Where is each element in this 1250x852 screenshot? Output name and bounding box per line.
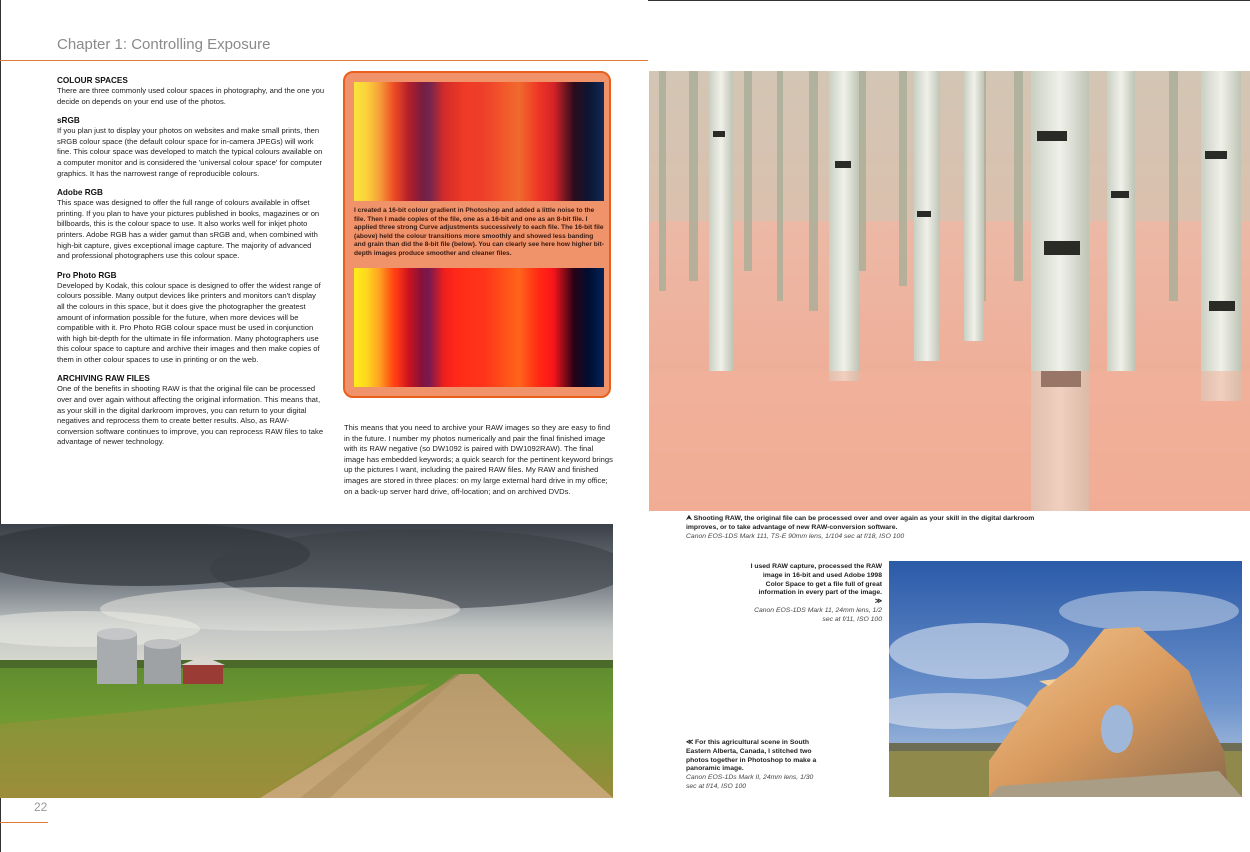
farm-caption-tech: Canon EOS-1Ds Mark II, 24mm lens, 1/30 sec at f/14, ISO 100 (686, 774, 814, 790)
body-srgb: If you plan just to display your photos on websites and make small prints, then sRGB colour space (the default colour space for in-camera JPEGs) will work fine. This colour space was developed to match the typical colours available on a computer monitor and is considered the 'universal colour space' for computer graphics. It has the narrowest range of reproducible colours. (57, 126, 323, 178)
heading-adobe-rgb: Adobe RGB (57, 188, 103, 198)
heading-srgb: sRGB (57, 116, 80, 126)
caption-arrow-up-icon: ⮝ (686, 515, 692, 522)
caption-arrow-left-icon: ≪ (686, 739, 694, 746)
page-number: 22 (34, 800, 48, 814)
forest-caption-tech: Canon EOS-1DS Mark 111, TS-E 90mm lens, 1/104 sec at f/18, ISO 100 (686, 532, 905, 540)
left-text-column (57, 75, 325, 456)
body-adobe-rgb: This space was designed to offer the full range of colours available in offset printing. If you plan to have your pictures published in books, magazines or on billboards, this is the colour space to use. It also works well for inkjet photo printers. Adobe RGB has a wider gamut than sRGB and, when combined with high-bit capture, gives exceptional image capture. The majority of advanced and professional photographers use this colour space. (57, 198, 320, 261)
aspen-forest-photo (649, 71, 1250, 511)
body-colour-spaces: There are three commonly used colour spaces in photography, and the one you decide on depends on your end use of the photos. (57, 86, 325, 106)
chapter-title: Chapter 1: Controlling Exposure (57, 36, 271, 53)
caption-arrow-right-icon: ≫ (874, 598, 882, 606)
forest-caption-text: Shooting RAW, the original file can be processed over and over again as your skill in the digital darkroom improves, or to take advantage of new RAW-conversion software. (686, 515, 1035, 531)
farm-photo-caption (686, 739, 821, 792)
heading-pro-photo-rgb: Pro Photo RGB (57, 270, 117, 280)
forest-photo-caption (686, 515, 1066, 541)
gradient-panel-caption: I created a 16-bit colour gradient in Photoshop and added a little noise to the file. Then I made copies of the file, one as a 16-bit and one as an 8-bit file. I applied three strong Curve adjustments successively to each file. The 16-bit file (above) held the colour transitions more smoothly and showed less banding and grain than did the 8-bit file (below). You can clearly see here how higher bit-depth images produce smoother and cleaner files. (354, 207, 604, 257)
chapter-rule (0, 60, 648, 61)
farm-caption-text: For this agricultural scene in South Eastern Alberta, Canada, I stitched two photos together in Photoshop to make a panoramic image. (686, 739, 817, 773)
page-number-rule (0, 822, 48, 823)
rock-photo-caption (750, 563, 882, 625)
gradient-16bit (354, 82, 604, 201)
right-page-top-edge (648, 0, 1250, 1)
gradient-8bit (354, 268, 604, 387)
prairie-road-photo (0, 524, 613, 798)
heading-archiving: ARCHIVING RAW FILES (57, 374, 150, 384)
body-pro-photo-rgb: Developed by Kodak, this colour space is designed to offer the widest range of colours possible. Many output devices like printers and monitors can't display all the colours in this space, but it does give the photographer the greatest amount of information possible for the future, when more devices will be compatible with it. Pro Photo RGB colour space must be used in conjunction with high bit-depth for the ultimate in file information. Many photographers use this colour space to capture and archive their images and then make copies of them in other colour spaces to use in printing or on the web. (57, 280, 321, 364)
heading-colour-spaces: COLOUR SPACES (57, 76, 128, 85)
body-archiving-continued: This means that you need to archive your RAW images so they are easy to find in the future. I number my photos numerically and pair the final finished image with its RAW negative (so DW1092 is paired with DW1092RAW). The final image has embedded keywords; a quick search for the pertinent keyword brings up the pictures I want, including the paired RAW files. My RAW and finished images are stored in three places: on my large external hard drive in my office; on a back-up server hard drive, off-location; and on archived DVDs. (344, 423, 613, 496)
rock-caption-tech: Canon EOS-1DS Mark 11, 24mm lens, 1/2 sec at f/11, ISO 100 (754, 606, 882, 623)
sandstone-arch-photo (889, 561, 1242, 797)
bit-depth-comparison-panel (343, 71, 611, 398)
body-archiving: One of the benefits in shooting RAW is that the original file can be processed over and over again without affecting the original information. This means that, as your skill in the digital darkroom improves, you can return to your digital negatives and reprocess them to create better results. Also, as RAW-conversion software continues to improve, you can reprocess RAW files to take advantage of newer technology. (57, 384, 324, 447)
middle-text-column (344, 423, 614, 505)
rock-caption-text: I used RAW capture, processed the RAW image in 16-bit and used Adobe 1998 Color Space to get a file full of great information in every part of the image. (750, 563, 882, 597)
